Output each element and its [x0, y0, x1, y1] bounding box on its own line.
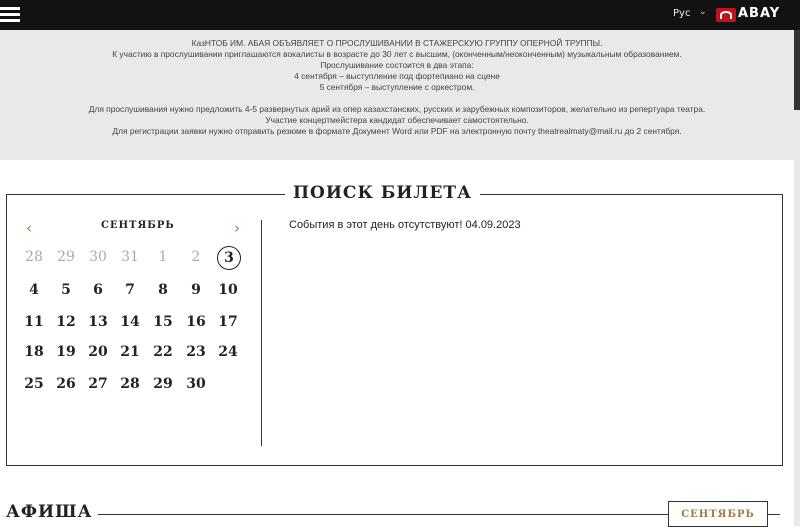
calendar-day[interactable]: 1 [158, 249, 168, 265]
events-message: События в этот день отсутствуют! 04.09.2023 [289, 219, 521, 231]
ticket-search-title: ПОИСК БИЛЕТА [285, 183, 480, 203]
calendar-prev-icon[interactable]: ‹ [26, 219, 32, 237]
language-selector[interactable]: Рус [673, 8, 691, 19]
announcement-line: Для прослушивания нужно предложить 4-5 развернутых арий из опер казахстанских, русских и зарубежных композиторов, желательно из репертуара театра. [88, 104, 706, 114]
announcement-line: Для регистрации заявки нужно отправить резюме в формате Документ Word или PDF на электронную почту theatrealmaty@mail.ru до 2 сентября. [112, 126, 682, 136]
top-bar [0, 0, 800, 30]
calendar-day[interactable]: 7 [125, 282, 135, 298]
calendar-day[interactable]: 8 [158, 282, 168, 298]
calendar-day[interactable]: 21 [120, 344, 140, 360]
calendar-day[interactable]: 27 [88, 376, 108, 392]
calendar-day[interactable]: 28 [25, 249, 43, 265]
calendar-day[interactable]: 9 [191, 282, 201, 298]
calendar-day[interactable]: 23 [186, 344, 206, 360]
announcement-banner [0, 30, 794, 160]
afisha-divider [98, 514, 668, 515]
announcement-line: 4 сентября – выступление под фортепиано на сцене [294, 71, 500, 81]
calendar-next-icon[interactable]: › [234, 219, 240, 237]
calendar-day[interactable]: 4 [29, 282, 39, 298]
logo-mark-icon [716, 8, 736, 22]
logo-text: ABAY [738, 6, 781, 21]
scrollbar-thumb[interactable] [794, 30, 800, 110]
menu-hamburger-icon[interactable] [0, 7, 20, 23]
announcement-line: Прослушивание состоится в два этапа: [320, 60, 474, 70]
calendar-day[interactable]: 11 [24, 314, 44, 330]
calendar-day[interactable]: 15 [153, 314, 173, 330]
announcement-line: К участию в прослушивании приглашаются вокалисты в возрасте до 30 лет с высшим, (оконченным/неоконченным) музыкальным образованием. [112, 49, 682, 59]
calendar-day[interactable]: 17 [218, 314, 238, 330]
calendar-day[interactable]: 16 [186, 314, 206, 330]
calendar-divider [261, 220, 262, 446]
theatre-logo[interactable] [716, 8, 796, 22]
announcement-line: 5 сентября – выступление с оркестром. [319, 82, 475, 92]
calendar-day[interactable]: 3 [217, 246, 241, 270]
calendar-day[interactable]: 31 [121, 249, 139, 265]
calendar-day[interactable]: 28 [120, 376, 140, 392]
chevron-down-icon[interactable]: ⌄ [699, 7, 707, 17]
announcement-line: КазНТОБ ИМ. АБАЯ ОБЪЯВЛЯЕТ О ПРОСЛУШИВАНИИ В СТАЖЕРСКУЮ ГРУППУ ОПЕРНОЙ ТРУППЫ. [191, 38, 603, 48]
calendar-month-label: СЕНТЯБРЬ [101, 220, 175, 231]
calendar-day[interactable]: 13 [88, 314, 108, 330]
afisha-divider-end [768, 514, 780, 515]
calendar-day[interactable]: 10 [218, 282, 238, 298]
calendar-day[interactable]: 22 [153, 344, 173, 360]
calendar-day[interactable]: 12 [56, 314, 76, 330]
calendar-day[interactable]: 24 [218, 344, 238, 360]
calendar-day[interactable]: 19 [56, 344, 76, 360]
afisha-month-button[interactable]: СЕНТЯБРЬ [668, 501, 768, 527]
calendar-day[interactable]: 6 [93, 282, 103, 298]
calendar-day[interactable]: 5 [61, 282, 71, 298]
calendar-day[interactable]: 30 [186, 376, 206, 392]
calendar-day[interactable]: 25 [24, 376, 44, 392]
calendar-day[interactable]: 26 [56, 376, 76, 392]
calendar-day[interactable]: 29 [153, 376, 173, 392]
afisha-title: АФИША [6, 502, 93, 522]
announcement-spacer [0, 93, 794, 104]
calendar-day[interactable]: 30 [89, 249, 107, 265]
calendar-day[interactable]: 2 [191, 249, 201, 265]
calendar-day[interactable]: 18 [24, 344, 44, 360]
announcement-line: Участие концертмейстера кандидат обеспечивает самостоятельно. [265, 115, 529, 125]
calendar-day[interactable]: 14 [120, 314, 140, 330]
calendar-day[interactable]: 20 [88, 344, 108, 360]
calendar-day[interactable]: 29 [57, 249, 75, 265]
